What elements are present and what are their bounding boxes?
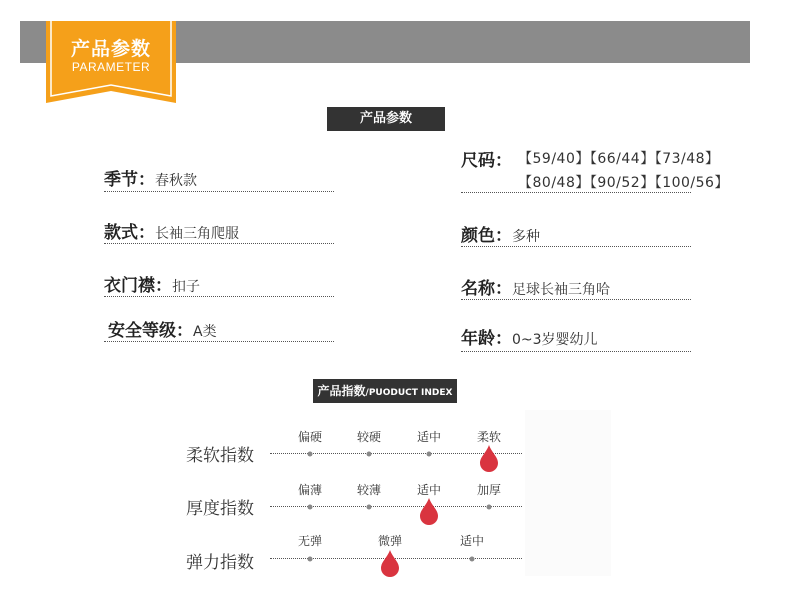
param-season-key: 季节： [104, 170, 155, 190]
divider [461, 351, 691, 352]
divider [461, 299, 691, 300]
param-size-row1: 【59/40】【66/44】【73/48】 [518, 151, 720, 167]
param-size [461, 146, 512, 171]
index-option-label: 较薄 [356, 483, 382, 497]
index-scale-dot [308, 557, 313, 562]
param-age [461, 324, 598, 349]
divider [104, 243, 334, 244]
index-row-name: 弹力指数 [186, 553, 254, 573]
param-color-value: 多种 [512, 229, 540, 245]
index-option-label: 微弹 [377, 534, 403, 548]
param-safety-key: 安全等级： [108, 321, 193, 341]
divider [104, 341, 334, 342]
param-closure [104, 271, 200, 296]
index-option-label: 适中 [416, 430, 442, 444]
index-option-label: 较硬 [356, 430, 382, 444]
selected-drop-marker-icon [479, 445, 499, 473]
index-option-label: 适中 [459, 534, 485, 548]
index-scale-dot [427, 452, 432, 457]
param-safety-value: A类 [193, 324, 217, 340]
divider [461, 192, 691, 193]
index-option-label: 偏薄 [297, 483, 323, 497]
param-size-row2: 【80/48】【90/52】【100/56】 [518, 175, 729, 191]
index-scale-dot [367, 452, 372, 457]
index-option-label: 适中 [416, 483, 442, 497]
params-section-label: 产品参数 [327, 107, 445, 131]
index-option-label: 加厚 [476, 483, 502, 497]
selected-drop-marker-icon [419, 498, 439, 526]
index-row-name: 厚度指数 [186, 499, 254, 519]
divider [104, 191, 334, 192]
param-style [104, 218, 239, 243]
index-option-label: 柔软 [476, 430, 502, 444]
param-style-key: 款式： [104, 223, 155, 243]
param-season-value: 春秋款 [155, 173, 197, 189]
param-style-value: 长袖三角爬服 [155, 226, 239, 242]
param-name-key: 名称： [461, 279, 512, 299]
index-scale-dot [487, 505, 492, 510]
index-section-label [313, 379, 457, 403]
param-name-value: 足球长袖三角哈 [512, 282, 610, 298]
index-scale-dot [470, 557, 475, 562]
badge-title: 产品参数 [70, 38, 151, 60]
param-closure-key: 衣门襟： [104, 276, 172, 296]
index-option-label: 无弹 [297, 534, 323, 548]
param-age-value: 0~3岁婴幼儿 [512, 332, 598, 348]
index-section-label-sub: /PUODUCT INDEX [365, 388, 453, 398]
badge-subtitle: PARAMETER [71, 60, 151, 74]
divider [461, 246, 691, 247]
param-name [461, 274, 610, 299]
param-size-key: 尺码： [461, 151, 512, 171]
param-color-key: 颜色： [461, 226, 512, 246]
index-option-label: 偏硬 [297, 430, 323, 444]
index-scale-dot [308, 452, 313, 457]
param-color [461, 221, 540, 246]
param-age-key: 年龄： [461, 329, 512, 349]
divider [104, 296, 334, 297]
param-closure-value: 扣子 [172, 279, 200, 295]
index-scale-dot [308, 505, 313, 510]
index-scale-dot [367, 505, 372, 510]
parameter-badge [46, 21, 176, 103]
param-season [104, 165, 197, 190]
param-safety [108, 316, 217, 341]
index-row-name: 柔软指数 [186, 446, 254, 466]
selected-drop-marker-icon [380, 550, 400, 578]
index-section-label-main: 产品指数 [317, 384, 366, 398]
background-panel [525, 410, 611, 576]
